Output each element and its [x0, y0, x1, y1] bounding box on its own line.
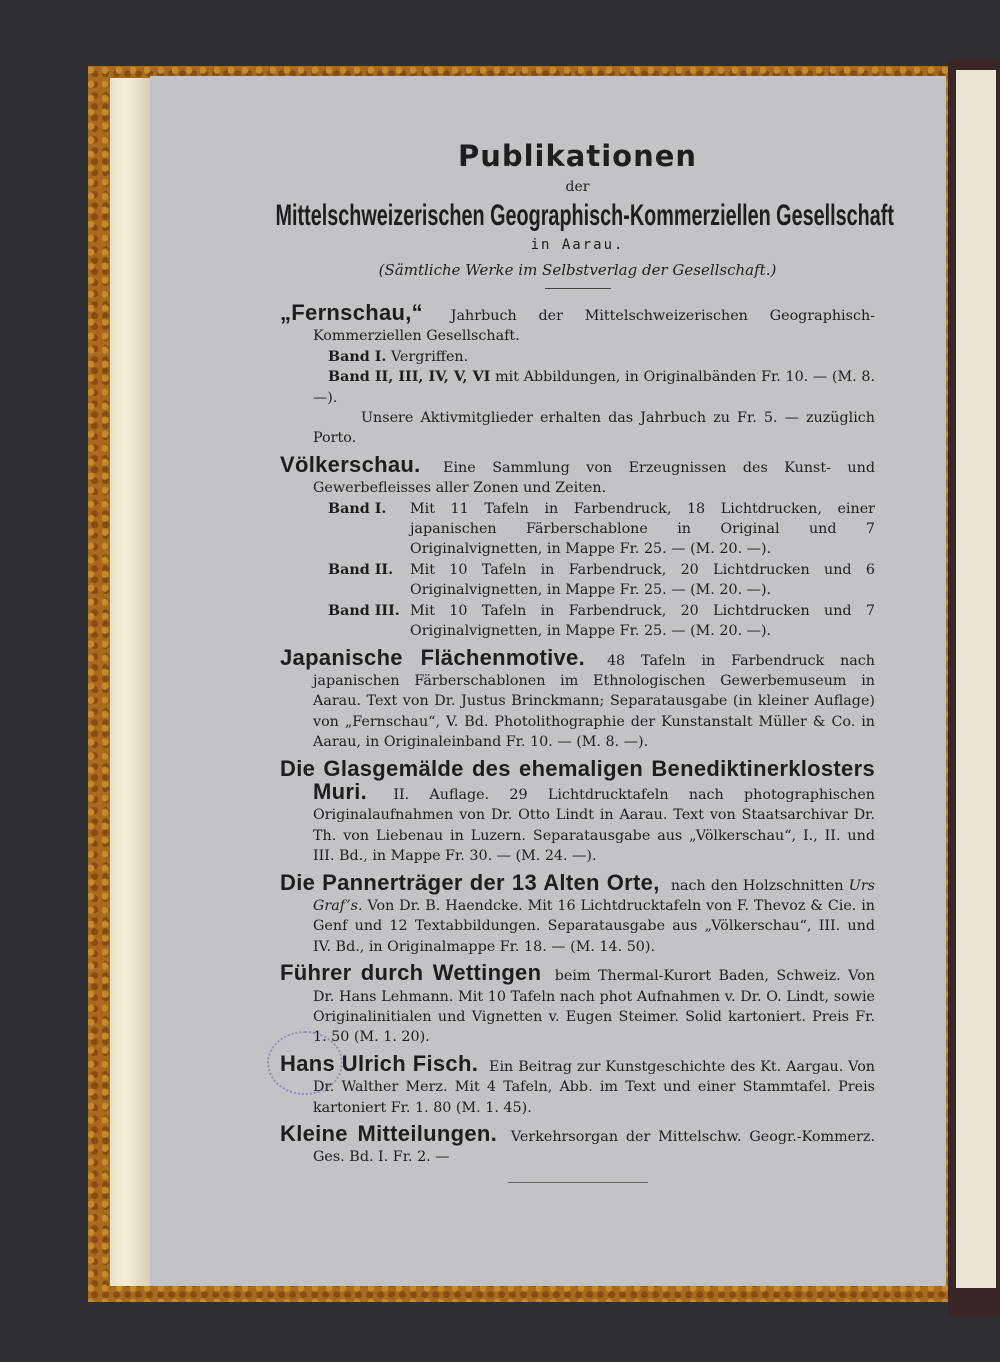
- entry-heading: Führer durch Wettingen: [280, 960, 542, 986]
- entry-text: beim Thermal-Kurort Baden, Schweiz. Von Dr. Hans Lehmann. Mit 10 Tafeln nach phot Aufnahmen v. Dr. O. Lindt, sowie Originalinitialen und Vignetten v. Eugen Steimer. Solid kartoniert. Preis Fr. 1. 50 (M. 1. 20).: [313, 968, 875, 1046]
- entry-heading: Japanische Flächenmotive.: [280, 644, 585, 670]
- entry-heading: Kleine Mitteilungen.: [280, 1121, 498, 1147]
- entry-pannertraeger: [280, 869, 876, 958]
- divider: [545, 288, 611, 289]
- entry-heading: „Fernschau,“: [280, 300, 423, 325]
- entry-heading: Hans Ulrich Fisch.: [280, 1050, 479, 1076]
- page-title: Publikationen: [457, 139, 698, 173]
- band-item: [328, 499, 875, 560]
- band-label: Band I.: [328, 348, 387, 365]
- entry-heading: Die Pannerträger der 13 Alten Orte,: [280, 869, 660, 895]
- page-content: [275, 138, 894, 1183]
- book-page: [150, 76, 946, 1286]
- band-item: [328, 601, 875, 642]
- entry-text: Eine Sammlung von Erzeugnissen des Kunst- und Gewerbefleisses aller Zonen und Zeiten.: [313, 459, 875, 497]
- entry-text: II. Auflage. 29 Lichtdrucktafeln nach photographischen Originalaufnahmen von Dr. Otto Lindt in Aarau. Text von Staatsarchivar Dr. Th. von Liebenau in Luzern. Separatausgabe aus „Völkerschau“, I., II. und III. Bd., in Mappe Fr. 30. — (M. 24. —).: [313, 786, 875, 865]
- entry-heading: Völkerschau.: [280, 451, 421, 477]
- entry-fuehrer-wettingen: [280, 960, 875, 1048]
- band-text: mit Abbildungen, in Originalbänden Fr. 10. — (M. 8. —).: [313, 369, 875, 406]
- entry-note: Unsere Aktivmitglieder erhalten das Jahrbuch zu Fr. 5. — zuzüglich Porto.: [313, 410, 875, 447]
- entry-voelkerschau: [280, 451, 875, 642]
- closing-rule: [508, 1182, 648, 1183]
- entry-glasgemaelde: [280, 755, 875, 867]
- entry-author: Urs Graf’s.: [313, 877, 876, 914]
- entry-text-continued: Von Dr. B. Haendcke. Mit 16 Lichtdrucktafeln von F. Thevoz & Cie. in Genf und 12 Textabbildungen. Separatausgabe aus „Völkerschau“, III. und IV. Bd., in Originalmappe Fr. 18. — (M. 14. 50).: [313, 897, 876, 955]
- band-item: [328, 560, 875, 601]
- society-city: in Aarau.: [530, 237, 625, 253]
- entry-text: nach den Holzschnitten: [670, 877, 844, 894]
- band-text: Mit 11 Tafeln in Farbendruck, 18 Lichtdrucken, einer japanischen Färberschablone in Original und 7 Originalvignetten, in Mappe Fr. 25. — (M. 20. —).: [410, 500, 875, 558]
- band-label: Band I.: [328, 500, 387, 517]
- entry-text: Jahrbuch der Mittelschweizerischen Geographisch-Kommerziellen Gesellschaft.: [313, 308, 876, 345]
- entry-text: Verkehrsorgan der Mittelschw. Geogr.-Kommerz. Ges. Bd. I. Fr. 2. —: [313, 1129, 875, 1166]
- entry-fernschau: [280, 300, 876, 449]
- band-text: Mit 10 Tafeln in Farbendruck, 20 Lichtdrucken und 6 Originalvignetten, in Mappe Fr. 25. — (M. 20. —).: [410, 561, 875, 599]
- entry-japanische-flaechenmotive: [280, 644, 876, 753]
- entry-text: 48 Tafeln in Farbendruck nach japanischen Färberschablonen im Ethnologischen Gewerbemuseum in Aarau. Text von Dr. Justus Brinckmann; Separatausgabe (in kleiner Auflage) von „Fernschau“, V. Bd. Photolithographie der Kunstanstalt Müller & Co. in Aarau, in Originaleinband Fr. 10. — (M. 8. —).: [313, 652, 876, 751]
- title-connector: der: [565, 179, 590, 195]
- subtitle: (Sämtliche Werke im Selbstverlag der Gesellschaft.): [378, 261, 777, 279]
- band-label: Band II, III, IV, V, VI: [328, 369, 491, 386]
- band-text: Mit 10 Tafeln in Farbendruck, 20 Lichtdrucken und 7 Originalvignetten, in Mappe Fr. 25. — (M. 20. —).: [410, 602, 875, 640]
- band-label: Band III.: [328, 602, 400, 619]
- band-text: Vergriffen.: [390, 348, 469, 365]
- page-stack-edge: [110, 78, 150, 1286]
- entry-text: Ein Beitrag zur Kunstgeschichte des Kt. Aargau. Von Dr. Walther Merz. Mit 4 Tafeln, Abb. im Text und einer Stammtafel. Preis kartoniert Fr. 1. 80 (M. 1. 45).: [313, 1058, 876, 1116]
- entry-heading: Die Glasgemälde des ehemaligen Benediktinerklosters Muri.: [280, 755, 875, 804]
- entry-hans-ulrich-fisch: [280, 1050, 876, 1118]
- band-label: Band II.: [328, 561, 394, 578]
- library-stamp: [267, 1031, 343, 1095]
- entry-kleine-mitteilungen: [280, 1121, 875, 1168]
- facing-page-edge: [956, 70, 996, 1288]
- society-name: Mittelschweizerischen Geographisch-Kommerziellen Gesellschaft: [275, 199, 894, 232]
